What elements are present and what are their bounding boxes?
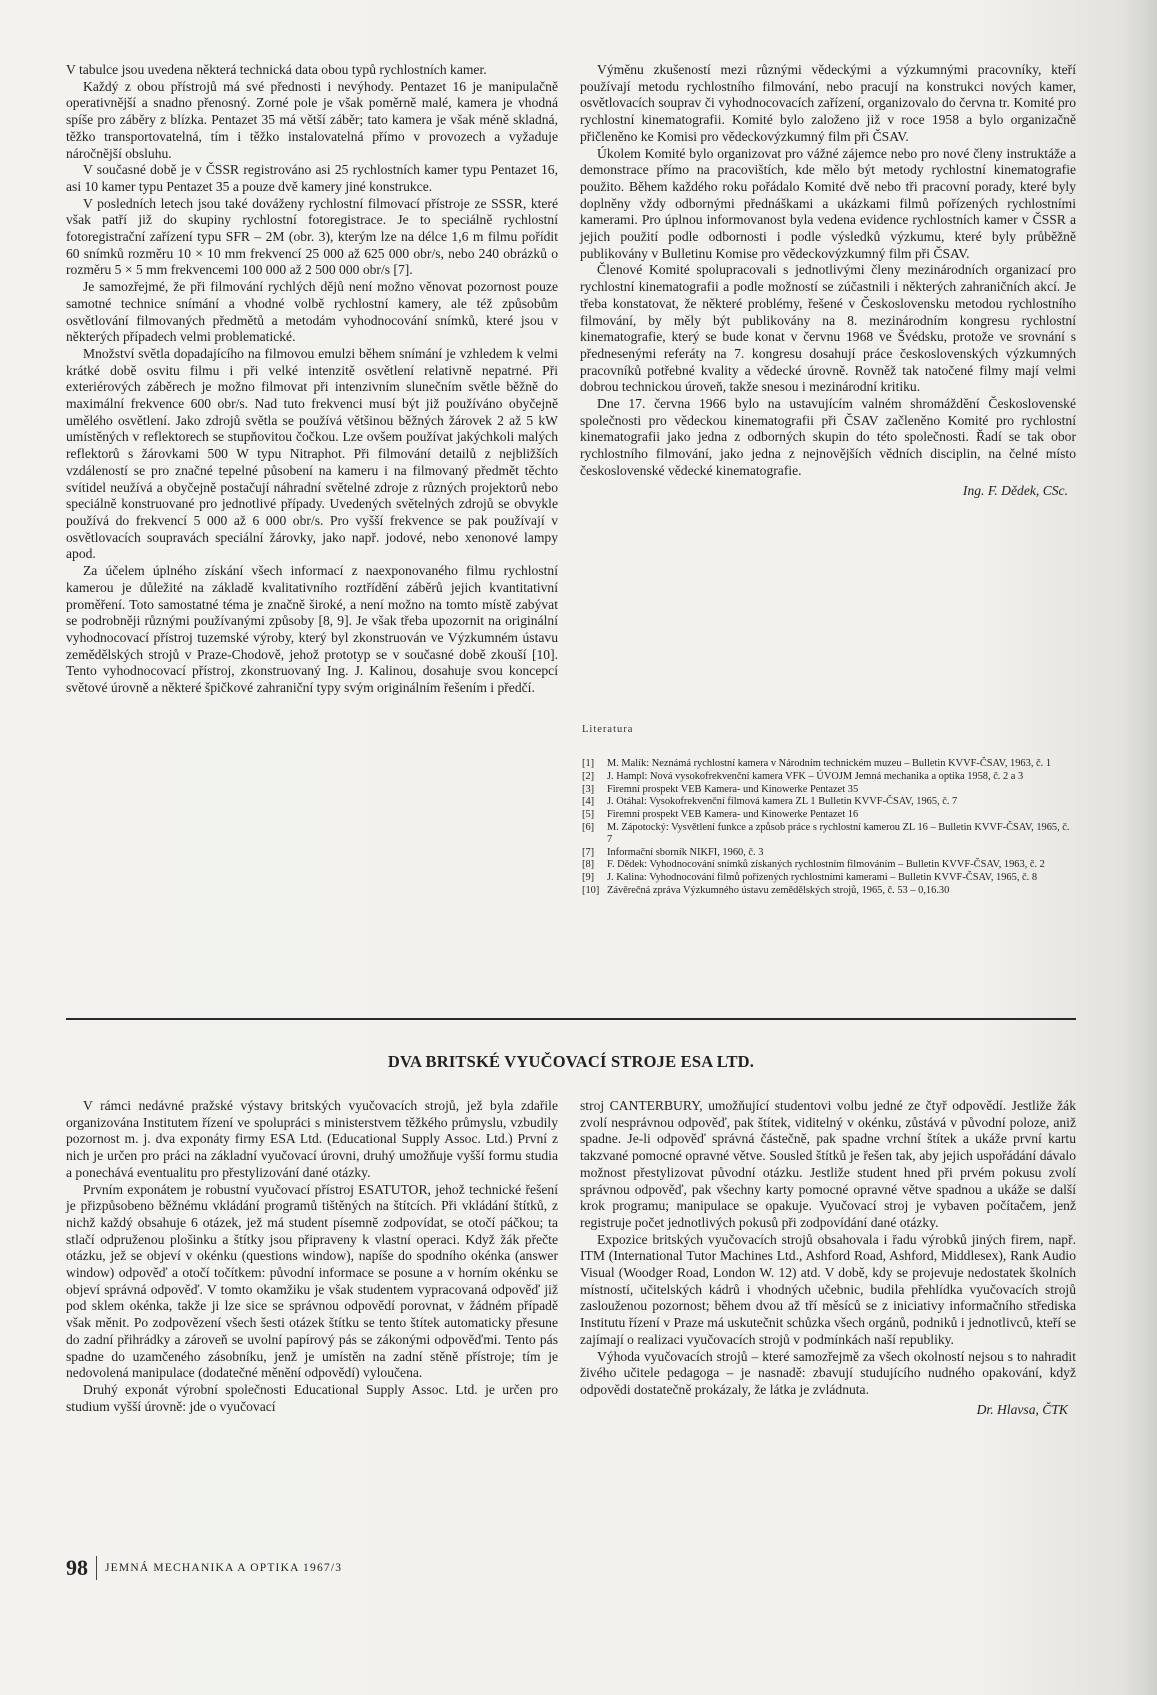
article-bottom-right-column — [580, 1098, 1076, 1418]
reference-list — [582, 758, 1076, 898]
article-top-right-column — [580, 62, 1076, 499]
paragraph: Expozice britských vyučovacích strojů obsahovala i řadu výrobků jiných firem, např. ITM (International Tutor Machines Ltd., Ashford Road, Ashford, Middlesex), Rank Audio Visual (Woodger Road, London W. 12) atd. V době, kdy se projevuje nedostatek školních místností, učitelských kádrů i vhodných učebnic, budila přehlídka vyučovacích strojů zaslouženou pozornost; během dvou až tří měsíců se z iniciativy informačního střediska Institutu řízení v Praze má uskutečnit schůzka všech orgánů, podniků i jednotlivců, kteří se zajímají o realizaci vyučovacích strojů v podmínkách naší republiky. — [580, 1231, 1076, 1347]
section-divider — [66, 1018, 1076, 1020]
journal-title: JEMNÁ MECHANIKA A OPTIKA 1967/3 — [105, 1562, 343, 1574]
reference-item — [582, 822, 1076, 846]
reference-number: [3] — [582, 783, 595, 795]
paragraph: stroj CANTERBURY, umožňující studentovi volbu jedné ze čtyř odpovědí. Jestliže žák zvolí nesprávnou odpověď, pak štítek, viditelný v okénku, zůstává v původní poloze, aniž spadne. Je-li odpověď správná částečně, pak spadne vrchní štítek a ukáže první kartu takzvané pomocné opravné větve. Sousled štítků je řešen tak, aby jejich uspořádání dávalo možnost přestylizovat původní otázku. Jestliže student hned při prvém pokusu zvolí správnou odpověď, pak všechny karty pomocné opravné větve spadnou a ukáže se další krok programu; manipulace se opakuje. Vyučovací stroj je vybaven počítačem, jenž registruje počet jednotlivých pokusů při zodpovídání dané otázky. — [580, 1098, 1076, 1230]
paragraph: Druhý exponát výrobní společnosti Educational Supply Assoc. Ltd. je určen pro studium vyšší úrovně: jde o vyučovací — [66, 1381, 558, 1414]
reference-item — [582, 872, 1076, 884]
paragraph: Výměnu zkušeností mezi různými vědeckými a výzkumnými pracovníky, kteří používají metodu rychlostního filmování, nebo pracují na konstrukci nových kamer, osvětlovacích souprav či vyhodnocovacích zařízení, organizovalo do června tr. Komité pro rychlostní kinematografii. Komité bylo založeno již v roce 1958 a bylo organizačně přičleněno ke Komisi pro vědeckovýzkumný film při ČSAV. — [580, 62, 1076, 144]
reference-text: J. Otáhal: Vysokofrekvenční filmová kamera ZL 1 Bulletin KVVF-ČSAV, 1965, č. 7 — [607, 796, 958, 808]
author-signature: Ing. F. Dědek, CSc. — [962, 482, 1068, 498]
article-bottom-left-column — [66, 1098, 558, 1415]
reference-item — [582, 847, 1076, 859]
reference-number: [4] — [582, 796, 595, 808]
paragraph: V současné době je v ČSSR registrováno asi 25 rychlostních kamer typu Pentazet 16, asi 10 kamer typu Pentazet 35 a pouze dvě kamery jiné konstrukce. — [66, 162, 558, 194]
reference-text: M. Malík: Neznámá rychlostní kamera v Národním technickém muzeu – Bulletin KVVF-ČSAV, 1963, č. 1 — [607, 758, 1052, 769]
page-footer — [66, 1555, 342, 1581]
paragraph: Dne 17. června 1966 bylo na ustavujícím valném shromáždění Československé společnosti pro vědeckou kinematografii při ČSAV začleněno Komité pro rychlostní kinematografii jako jedna z odborných skupin do této společnosti. Řadí se tak obor rychlostního filmování, jako jedna z nejnovějších vědních disciplin, na čelné místo československé vědecké kinematografie. — [580, 396, 1076, 478]
reference-number: [5] — [582, 809, 595, 821]
reference-item — [582, 885, 1076, 897]
reference-text: Firemní prospekt VEB Kamera- und Kinowerke Pentazet 35 — [607, 783, 859, 795]
paragraph: Členové Komité spolupracovali s jednotlivými členy mezinárodních organizací pro rychlostní kinematografii a podle možností se zúčastnili i některých zahraničních akcí. Je třeba konstatovat, že některé problémy, řešené v Československu metodou rychlostního filmování, by měly být publikovány na 8. mezinárodním kongresu rychlostní kinematografie, který se bude konat v červnu 1968 ve Švédsku, protože ve srovnání s přednesenými referáty na 7. kongresu dosahují práce československých výzkumných pracovníků potřebné kvality a vědecké úrovně. Rovněž tak natočené filmy mají velmi dobrou technickou úroveň, takže snesou i mezinárodní kritiku. — [580, 262, 1076, 395]
page-number: 98 — [66, 1555, 88, 1580]
reference-number: [8] — [582, 859, 595, 871]
paragraph: Je samozřejmé, že při filmování rychlých dějů není možno věnovat pozornost pouze samotné technice snímání a vhodné volbě rychlostní kamery, ale též způsobům osvětlování filmovaných předmětů a metodám vyhodnocování snímků, které jsou v některých případech velmi problematické. — [66, 279, 558, 345]
reference-number: [9] — [582, 872, 595, 884]
reference-text: F. Dědek: Vyhodnocování snímků získaných rychlostním filmováním – Bulletin KVVF-ČSAV, 1963, č. 2 — [607, 859, 1045, 871]
paragraph: V posledních letech jsou také dováženy rychlostní filmovací přístroje ze SSSR, které však patří již do skupiny rychlostní fotoregistrace. Je to speciálně rychlostní fotoregistrační zařízení typu SFR – 2M (obr. 3), kterým lze na délce 1,6 m filmu pořídit 60 snímků rozměru 10 × 10 mm frekvencí 25 000 až 625 000 obr/s, nebo 240 obrázků o rozměru 5 × 5 mm frekvencemi 100 000 až 2 500 000 obr/s [7]. — [66, 195, 558, 278]
paragraph: Každý z obou přístrojů má své přednosti i nevýhody. Pentazet 16 je manipulačně operativnější a snadno přenosný. Zorné pole je však poměrně malé, kamera je vhodná spíše pro záběry z blízka. Pentazet 35 má větší záběr; tato kamera je však méně skladná, těžko transportovatelná, tím i těžko instalovatelná přímo v provozech a vyžaduje náročnější obsluhu. — [66, 78, 558, 161]
author-signature: Dr. Hlavsa, ČTK — [976, 1401, 1068, 1417]
article-headline: DVA BRITSKÉ VYUČOVACÍ STROJE ESA LTD. — [387, 1052, 755, 1071]
paragraph: Za účelem úplného získání všech informací z naexponovaného filmu rychlostní kamerou je důležité na základě kvalitativního roztřídění záběrů jejich kvantitativní proměření. Toto samostatné téma je značně široké, a není možno na tomto místě zabývat se podrobněji různými používanými způsoby [8, 9]. Je však třeba upozornit na originální vyhodnocovací přístroj tuzemské výroby, který byl zkonstruován ve Výzkumném ústavu zemědělských strojů v Praze-Chodově, jehož prototyp se v současné době zkouší [10]. Tento vyhodnocovací přístroj, zkonstruovaný Ing. J. Kalinou, dosahuje svou koncepcí světové úrovně a některé špičkové zahraniční typy svým originálním řešením i předčí. — [66, 563, 558, 696]
paragraph: Prvním exponátem je robustní vyučovací přístroj ESATUTOR, jehož technické řešení je přizpůsobeno běžnému vkládání programů tištěných na štítcích. Při vkládání štítků, z nichž každý obsahuje 6 otázek, jež má student písemně zodpovídat, se otočí páčkou; ta stlačí odpruženou plošinku a štítky jsou připraveny k vlastní operaci. Když žák přečte otázku, jež se objeví v okénku (questions window), napíše do spodního okénka (answer window) odpověď a otočí točítkem: původní informace se posune a v horním okénku se objeví správná odpověď. V tomto okamžiku je však studentem vypracovaná odpověď již pod sklem okénka, takže ji lze sice se správnou odpovědí porovnat, v žádném případě však měnit. Po zodpovězení všech šesti otázek štítku se tento štítek automaticky přesune do zadní přihrádky a zároveň se uvolní papírový pás se zákonými odpověďmi. Tento pás spadne do uzamčeného zásobníku, jenž je umístěn na zadní stěně přístroje; tím je nedovolená manipulace (dodatečné měnění odpovědí) vyloučena. — [66, 1181, 558, 1381]
literature-heading: Literatura — [582, 724, 634, 735]
reference-item — [582, 809, 1076, 821]
reference-text: Firemní prospekt VEB Kamera- und Kinowerke Pentazet 16 — [607, 809, 859, 821]
reference-item — [582, 859, 1076, 871]
paragraph: Úkolem Komité bylo organizovat pro vážné zájemce nebo pro nové členy instruktáže a demonstrace přímo na pracovištích, kde mělo být metody rychlostní kinematografie použito. Během každého roku pořádalo Komité dvě nebo tři pracovní porady, které byly doplněny vždy odbornými přednáškami a ukázkami filmů pořízených rychlostními kamerami. Pro úplnou informovanost byla vedena evidence rychlostních kamer v ČSSR a jejich použití podle odbornosti i podle výsledků výzkumu, které byly průběžně publikovány v Bulletinu Komise pro vědeckovýzkumný film při ČSAV. — [580, 145, 1076, 261]
reference-item — [582, 796, 1076, 808]
reference-number: [7] — [582, 846, 595, 858]
reference-number: [2] — [582, 770, 595, 782]
footer-divider — [96, 1556, 97, 1580]
article-top-left-column — [66, 62, 558, 697]
reference-text: J. Kalina: Vyhodnocování filmů pořízených rychlostními kamerami – Bulletin KVVF-ČSAV, 1965, č. 8 — [607, 872, 1038, 884]
reference-text: J. Hampl: Nová vysokofrekvenční kamera VFK – ÚVOJM Jemná mechanika a optika 1958, č. 2 a 3 — [607, 770, 1024, 782]
reference-text: Závěrečná zpráva Výzkumného ústavu zemědělských strojů, 1965, č. 53 – 0,16.30 — [607, 884, 950, 896]
reference-item — [582, 758, 1076, 770]
paragraph: Výhoda vyučovacích strojů – které samozřejmě za všech okolností nejsou s to nahradit živého učitele pedagoga – je nasnadě: zbavují studujícího nudného opakování, když odpovědi dostatečně prokázaly, že látka je zvládnuta. — [580, 1348, 1076, 1397]
reference-text: Informační sborník NIKFI, 1960, č. 3 — [607, 846, 764, 858]
reference-item — [582, 784, 1076, 796]
reference-number: [10] — [582, 884, 600, 896]
paragraph: V rámci nedávné pražské výstavy britských vyučovacích strojů, jež byla zdařile organizována Institutem řízení ve spolupráci s ministerstvem těžkého průmyslu, vzbudily pozornost m. j. dva exponáty firmy ESA Ltd. (Educational Supply Assoc. Ltd.) První z nich je určen pro práci na základní vyučovací úrovni, druhý umožňuje vyšší formu studia a ponechává eventualitu pro přestylizování dané otázky. — [66, 1098, 558, 1180]
reference-number: [6] — [582, 821, 595, 833]
reference-text: M. Zápotocký: Vysvětlení funkce a způsob práce s rychlostní kamerou ZL 16 – Bulletin KVVF-ČSAV, 1965, č. 7 — [607, 821, 1070, 845]
paragraph: V tabulce jsou uvedena některá technická data obou typů rychlostních kamer. — [66, 62, 487, 77]
reference-item — [582, 771, 1076, 783]
paragraph: Množství světla dopadajícího na filmovou emulzi během snímání je vzhledem k velmi krátké době osvitu filmu i při velké intenzitě osvětlení relativně nepatrné. Při exteriérových záběrech je možno filmovat při intenzivním slunečním světle běžně do maximální frekvence 600 obr/s. Nad tuto frekvenci musí být již používáno obyčejně umělého osvětlení. Jako zdrojů světla se používá většinou běžných žárovek 2 až 5 kW umístěných v reflektorech se stupňovitou čočkou. Lze ovšem používat jakýchkoli malých reflektorů s žárovkami 500 W typu Nitraphot. Při filmování detailů z nejbližších vzdáleností se pro značné tepelné působení na kameru i na filmovaný předmět těchto svítidel neužívá a obyčejně postačují náhradní světelné zdroje z různých projektorů nebo speciálně konstruované pro jednotlivé případy. Uvedených světelných zdrojů se obvykle používá do frekvencí 5 000 až 6 000 obr/s. Pro vyšší frekvence se pak používají v osvětlovacích soupravách speciální žárovky, jako např. jodové, nebo xenonové lampy apod. — [66, 345, 558, 562]
reference-number: [1] — [582, 758, 595, 769]
